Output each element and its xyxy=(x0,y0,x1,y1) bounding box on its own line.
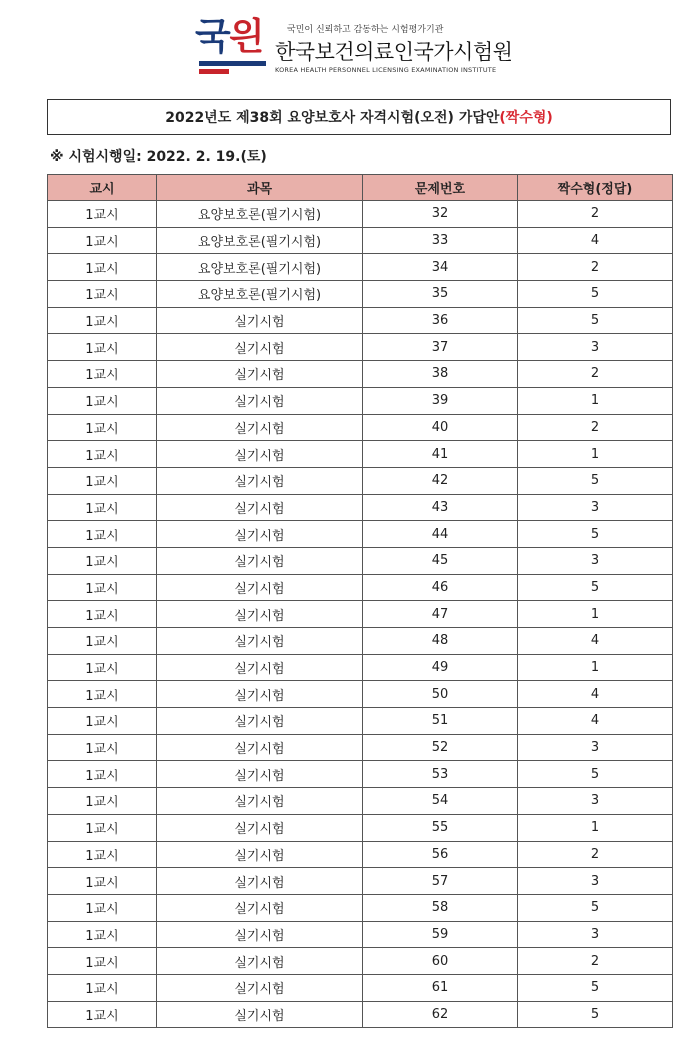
period-cell: 1교시 xyxy=(48,628,157,655)
answer-cell: 5 xyxy=(518,894,673,921)
question-number-cell: 45 xyxy=(363,547,518,574)
answer-cell: 3 xyxy=(518,788,673,815)
question-number-cell: 61 xyxy=(363,974,518,1001)
question-number-cell: 52 xyxy=(363,734,518,761)
answer-cell: 4 xyxy=(518,628,673,655)
org-name-en: KOREA HEALTH PERSONNEL LICENSING EXAMINATION INSTITUTE xyxy=(275,66,497,74)
period-cell: 1교시 xyxy=(48,948,157,975)
period-cell: 1교시 xyxy=(48,894,157,921)
period-cell: 1교시 xyxy=(48,788,157,815)
subject-cell: 실기시험 xyxy=(157,734,363,761)
answer-cell: 5 xyxy=(518,1001,673,1028)
subject-cell: 실기시험 xyxy=(157,547,363,574)
subject-cell: 실기시험 xyxy=(157,894,363,921)
answer-cell: 3 xyxy=(518,334,673,361)
table-row xyxy=(48,974,673,1001)
period-cell: 1교시 xyxy=(48,708,157,735)
question-number-cell: 57 xyxy=(363,868,518,895)
answer-cell: 5 xyxy=(518,281,673,308)
table-row xyxy=(48,547,673,574)
subject-cell: 실기시험 xyxy=(157,414,363,441)
header-subject: 과목 xyxy=(157,175,363,201)
subject-cell: 실기시험 xyxy=(157,467,363,494)
question-number-cell: 39 xyxy=(363,387,518,414)
subject-cell: 요양보호론(필기시험) xyxy=(157,227,363,254)
subject-cell: 실기시험 xyxy=(157,681,363,708)
table-row xyxy=(48,681,673,708)
table-row xyxy=(48,761,673,788)
period-cell: 1교시 xyxy=(48,414,157,441)
answer-cell: 1 xyxy=(518,814,673,841)
answer-cell: 4 xyxy=(518,681,673,708)
period-cell: 1교시 xyxy=(48,254,157,281)
period-cell: 1교시 xyxy=(48,334,157,361)
subject-cell: 실기시험 xyxy=(157,628,363,655)
answer-cell: 5 xyxy=(518,521,673,548)
question-number-cell: 36 xyxy=(363,307,518,334)
period-cell: 1교시 xyxy=(48,467,157,494)
table-row xyxy=(48,841,673,868)
period-cell: 1교시 xyxy=(48,281,157,308)
table-row xyxy=(48,1001,673,1028)
answer-cell: 1 xyxy=(518,441,673,468)
header-question-number: 문제번호 xyxy=(363,175,518,201)
table-row xyxy=(48,921,673,948)
answer-cell: 2 xyxy=(518,948,673,975)
table-row xyxy=(48,814,673,841)
question-number-cell: 40 xyxy=(363,414,518,441)
subject-cell: 실기시험 xyxy=(157,814,363,841)
table-row xyxy=(48,334,673,361)
table-row xyxy=(48,361,673,388)
question-number-cell: 48 xyxy=(363,628,518,655)
period-cell: 1교시 xyxy=(48,494,157,521)
answer-cell: 1 xyxy=(518,601,673,628)
question-number-cell: 44 xyxy=(363,521,518,548)
period-cell: 1교시 xyxy=(48,734,157,761)
table-row xyxy=(48,201,673,228)
question-number-cell: 34 xyxy=(363,254,518,281)
question-number-cell: 49 xyxy=(363,654,518,681)
table-row xyxy=(48,414,673,441)
subject-cell: 실기시험 xyxy=(157,387,363,414)
answer-cell: 4 xyxy=(518,708,673,735)
table-row xyxy=(48,734,673,761)
subject-cell: 요양보호론(필기시험) xyxy=(157,201,363,228)
subject-cell: 실기시험 xyxy=(157,601,363,628)
header xyxy=(195,14,535,80)
period-cell: 1교시 xyxy=(48,574,157,601)
answer-cell: 5 xyxy=(518,974,673,1001)
answer-cell: 3 xyxy=(518,547,673,574)
table-row xyxy=(48,494,673,521)
question-number-cell: 43 xyxy=(363,494,518,521)
answer-cell: 1 xyxy=(518,387,673,414)
subject-cell: 실기시험 xyxy=(157,361,363,388)
question-number-cell: 56 xyxy=(363,841,518,868)
answer-cell: 2 xyxy=(518,361,673,388)
period-cell: 1교시 xyxy=(48,681,157,708)
answer-cell: 5 xyxy=(518,307,673,334)
table-row xyxy=(48,654,673,681)
answer-cell: 4 xyxy=(518,227,673,254)
period-cell: 1교시 xyxy=(48,974,157,1001)
table-row xyxy=(48,868,673,895)
question-number-cell: 35 xyxy=(363,281,518,308)
title-main: 2022년도 제38회 요양보호사 자격시험(오전) 가답안 xyxy=(165,110,500,126)
table-row xyxy=(48,708,673,735)
answer-cell: 5 xyxy=(518,467,673,494)
question-number-cell: 55 xyxy=(363,814,518,841)
table-row xyxy=(48,387,673,414)
subject-cell: 실기시험 xyxy=(157,948,363,975)
logo-bar-accent xyxy=(199,69,229,74)
question-number-cell: 59 xyxy=(363,921,518,948)
document-title xyxy=(47,99,671,135)
answer-cell: 2 xyxy=(518,254,673,281)
exam-date: ※ 시험시행일: 2022. 2. 19.(토) xyxy=(50,149,267,165)
table-row xyxy=(48,521,673,548)
table-row xyxy=(48,788,673,815)
question-number-cell: 58 xyxy=(363,894,518,921)
subject-cell: 실기시험 xyxy=(157,708,363,735)
subject-cell: 실기시험 xyxy=(157,788,363,815)
org-name: 한국보건의료인국가시험원 xyxy=(275,40,513,64)
period-cell: 1교시 xyxy=(48,521,157,548)
answer-cell: 5 xyxy=(518,761,673,788)
subject-cell: 요양보호론(필기시험) xyxy=(157,281,363,308)
question-number-cell: 42 xyxy=(363,467,518,494)
period-cell: 1교시 xyxy=(48,227,157,254)
period-cell: 1교시 xyxy=(48,1001,157,1028)
period-cell: 1교시 xyxy=(48,841,157,868)
table-row xyxy=(48,467,673,494)
subject-cell: 실기시험 xyxy=(157,334,363,361)
question-number-cell: 32 xyxy=(363,201,518,228)
table-header-row xyxy=(48,175,673,201)
question-number-cell: 37 xyxy=(363,334,518,361)
table-row xyxy=(48,601,673,628)
answer-cell: 3 xyxy=(518,921,673,948)
answer-cell: 3 xyxy=(518,868,673,895)
question-number-cell: 51 xyxy=(363,708,518,735)
table-row xyxy=(48,307,673,334)
org-slogan: 국민이 신뢰하고 감동하는 시험평가기관 xyxy=(287,25,444,35)
table-row xyxy=(48,281,673,308)
answer-cell: 3 xyxy=(518,494,673,521)
table-body xyxy=(48,201,673,1028)
subject-cell: 실기시험 xyxy=(157,521,363,548)
question-number-cell: 33 xyxy=(363,227,518,254)
period-cell: 1교시 xyxy=(48,201,157,228)
logo-bar xyxy=(199,61,266,66)
table-row xyxy=(48,894,673,921)
subject-cell: 실기시험 xyxy=(157,868,363,895)
period-cell: 1교시 xyxy=(48,601,157,628)
title-accent: (짝수형) xyxy=(499,110,553,126)
question-number-cell: 38 xyxy=(363,361,518,388)
subject-cell: 실기시험 xyxy=(157,921,363,948)
subject-cell: 실기시험 xyxy=(157,574,363,601)
answer-cell: 2 xyxy=(518,414,673,441)
subject-cell: 실기시험 xyxy=(157,307,363,334)
period-cell: 1교시 xyxy=(48,868,157,895)
table-row xyxy=(48,948,673,975)
question-number-cell: 54 xyxy=(363,788,518,815)
subject-cell: 실기시험 xyxy=(157,441,363,468)
period-cell: 1교시 xyxy=(48,814,157,841)
period-cell: 1교시 xyxy=(48,441,157,468)
period-cell: 1교시 xyxy=(48,547,157,574)
period-cell: 1교시 xyxy=(48,654,157,681)
table-row xyxy=(48,628,673,655)
table-row xyxy=(48,574,673,601)
answer-cell: 5 xyxy=(518,574,673,601)
question-number-cell: 53 xyxy=(363,761,518,788)
answer-cell: 2 xyxy=(518,841,673,868)
table-row xyxy=(48,254,673,281)
logo-text: 국읜 xyxy=(195,15,263,58)
subject-cell: 실기시험 xyxy=(157,494,363,521)
header-period: 교시 xyxy=(48,175,157,201)
table-row xyxy=(48,227,673,254)
question-number-cell: 41 xyxy=(363,441,518,468)
answer-cell: 3 xyxy=(518,734,673,761)
period-cell: 1교시 xyxy=(48,387,157,414)
institute-logo xyxy=(195,14,270,80)
header-answer: 짝수형(정답) xyxy=(518,175,673,201)
answer-table xyxy=(47,174,673,1028)
period-cell: 1교시 xyxy=(48,761,157,788)
subject-cell: 실기시험 xyxy=(157,761,363,788)
period-cell: 1교시 xyxy=(48,307,157,334)
subject-cell: 요양보호론(필기시험) xyxy=(157,254,363,281)
subject-cell: 실기시험 xyxy=(157,654,363,681)
subject-cell: 실기시험 xyxy=(157,1001,363,1028)
answer-cell: 2 xyxy=(518,201,673,228)
table-row xyxy=(48,441,673,468)
question-number-cell: 50 xyxy=(363,681,518,708)
question-number-cell: 60 xyxy=(363,948,518,975)
subject-cell: 실기시험 xyxy=(157,841,363,868)
subject-cell: 실기시험 xyxy=(157,974,363,1001)
question-number-cell: 47 xyxy=(363,601,518,628)
answer-cell: 1 xyxy=(518,654,673,681)
period-cell: 1교시 xyxy=(48,361,157,388)
question-number-cell: 62 xyxy=(363,1001,518,1028)
period-cell: 1교시 xyxy=(48,921,157,948)
question-number-cell: 46 xyxy=(363,574,518,601)
